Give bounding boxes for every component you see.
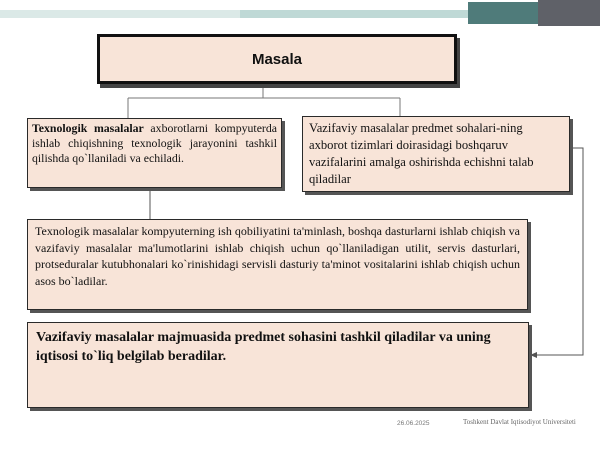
footer-date: 26.06.2025 [397,420,430,427]
technological-detail-text: Texnologik masalalar kompyuterning ish qobiliyatini ta'minlash, boshqa dasturlarni ishlab chiqish va vazifaviy masalalar ma'lumotlarini ishlab chiqish uchun qo`llaniladigan utilit, servis dasturlari, protseduralar kutubhonalari ko`rinishidagi servisli dasturiy ta'minot vositalarini ishlab chiqish uchun asos bo`ladilar. [35,224,520,288]
functional-detail-text: Vazifaviy masalalar majmuasida predmet sohasini tashkil qiladilar va uning iqtisosi to`liq belgilab beradilar. [36,330,491,364]
technological-problems-box [27,118,282,188]
technological-detail-box [27,219,528,310]
functional-problems-box [302,116,570,192]
technological-term: Texnologik masalalar [32,121,144,135]
footer-organization: Toshkent Davlat Iqtisodiyot Universiteti [463,418,576,426]
title-text: Masala [251,50,303,68]
technological-description: axborotlarni kompyuterda ishlab chiqishning texnologik jarayonini tashkil qilishda qo`llaniladi va echiladi. [32,121,277,165]
title-box [97,34,457,84]
functional-detail-box [27,322,529,408]
functional-description: Vazifaviy masalalar predmet sohalari-ning axborot tizimlari doirasidagi boshqaruv vazifalarini amalga oshirishda echishni talab qiladilar [309,121,534,186]
